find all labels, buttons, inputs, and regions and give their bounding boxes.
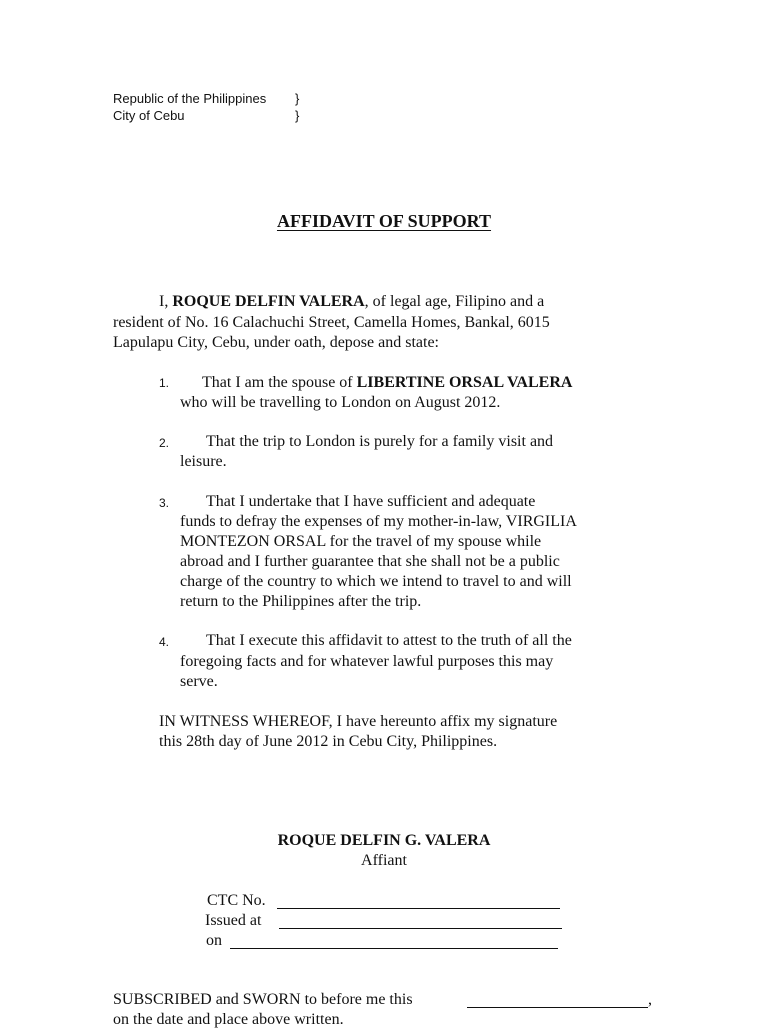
subscribed-line-1: SUBSCRIBED and SWORN to before me this: [113, 991, 413, 1008]
ctc-number-label: CTC No.: [207, 892, 266, 909]
item-3-line-3: MONTEZON ORSAL for the travel of my spouse while: [180, 533, 542, 550]
affiant-name-inline: ROQUE DELFIN VALERA: [172, 293, 365, 310]
intro-line-1: I, ROQUE DELFIN VALERA, of legal age, Filipino and a: [159, 293, 545, 310]
item-number: 4.: [159, 635, 170, 649]
item-3-line-2: funds to defray the expenses of my mother-in-law, VIRGILIA: [180, 513, 577, 530]
spouse-name: LIBERTINE ORSAL VALERA: [356, 374, 573, 391]
item-1-line-1: That I am the spouse of LIBERTINE ORSAL VALERA: [202, 374, 573, 391]
issued-on-blank[interactable]: [230, 948, 558, 949]
witness-line-1: IN WITNESS WHEREOF, I have hereunto affix my signature: [159, 713, 558, 730]
venue-city: City of Cebu }: [113, 108, 300, 123]
item-3-line-5: charge of the country to which we intend to travel to and will: [180, 573, 572, 590]
item-4-line-2: foregoing facts and for whatever lawful purposes this may: [180, 653, 554, 670]
item-number: 1.: [159, 376, 170, 390]
item-1-line-2: who will be travelling to London on August 2012.: [180, 394, 501, 411]
intro-line-3: Lapulapu City, Cebu, under oath, depose and state:: [113, 334, 439, 351]
document-title: AFFIDAVIT OF SUPPORT: [276, 211, 492, 231]
subscribed-comma: ,: [648, 991, 652, 1008]
issued-at-blank[interactable]: [279, 928, 562, 929]
item-number: 3.: [159, 496, 170, 510]
item-3-line-1: That I undertake that I have sufficient and adequate: [206, 493, 536, 510]
intro-line-2: resident of No. 16 Calachuchi Street, Camella Homes, Bankal, 6015: [113, 314, 550, 331]
affiant-role: Affiant: [361, 852, 407, 869]
item-3-line-4: abroad and I further guarantee that she shall not be a public: [180, 553, 560, 570]
item-3-line-6: return to the Philippines after the trip.: [180, 593, 422, 610]
affiant-name: ROQUE DELFIN G. VALERA: [277, 832, 491, 849]
subscribed-line-2: on the date and place above written.: [113, 1011, 344, 1028]
sworn-date-blank[interactable]: [467, 1007, 648, 1008]
item-4-line-3: serve.: [180, 673, 218, 690]
issued-at-label: Issued at: [205, 912, 262, 929]
item-2-line-1: That the trip to London is purely for a family visit and: [206, 433, 554, 450]
item-4-line-1: That I execute this affidavit to attest to the truth of all the: [206, 632, 572, 649]
ctc-number-blank[interactable]: [277, 908, 560, 909]
item-2-line-2: leisure.: [180, 453, 227, 470]
venue-country: Republic of the Philippines }: [113, 91, 300, 106]
item-number: 2.: [159, 436, 170, 450]
witness-line-2: this 28th day of June 2012 in Cebu City, Philippines.: [159, 733, 498, 750]
issued-on-label: on: [206, 932, 222, 949]
